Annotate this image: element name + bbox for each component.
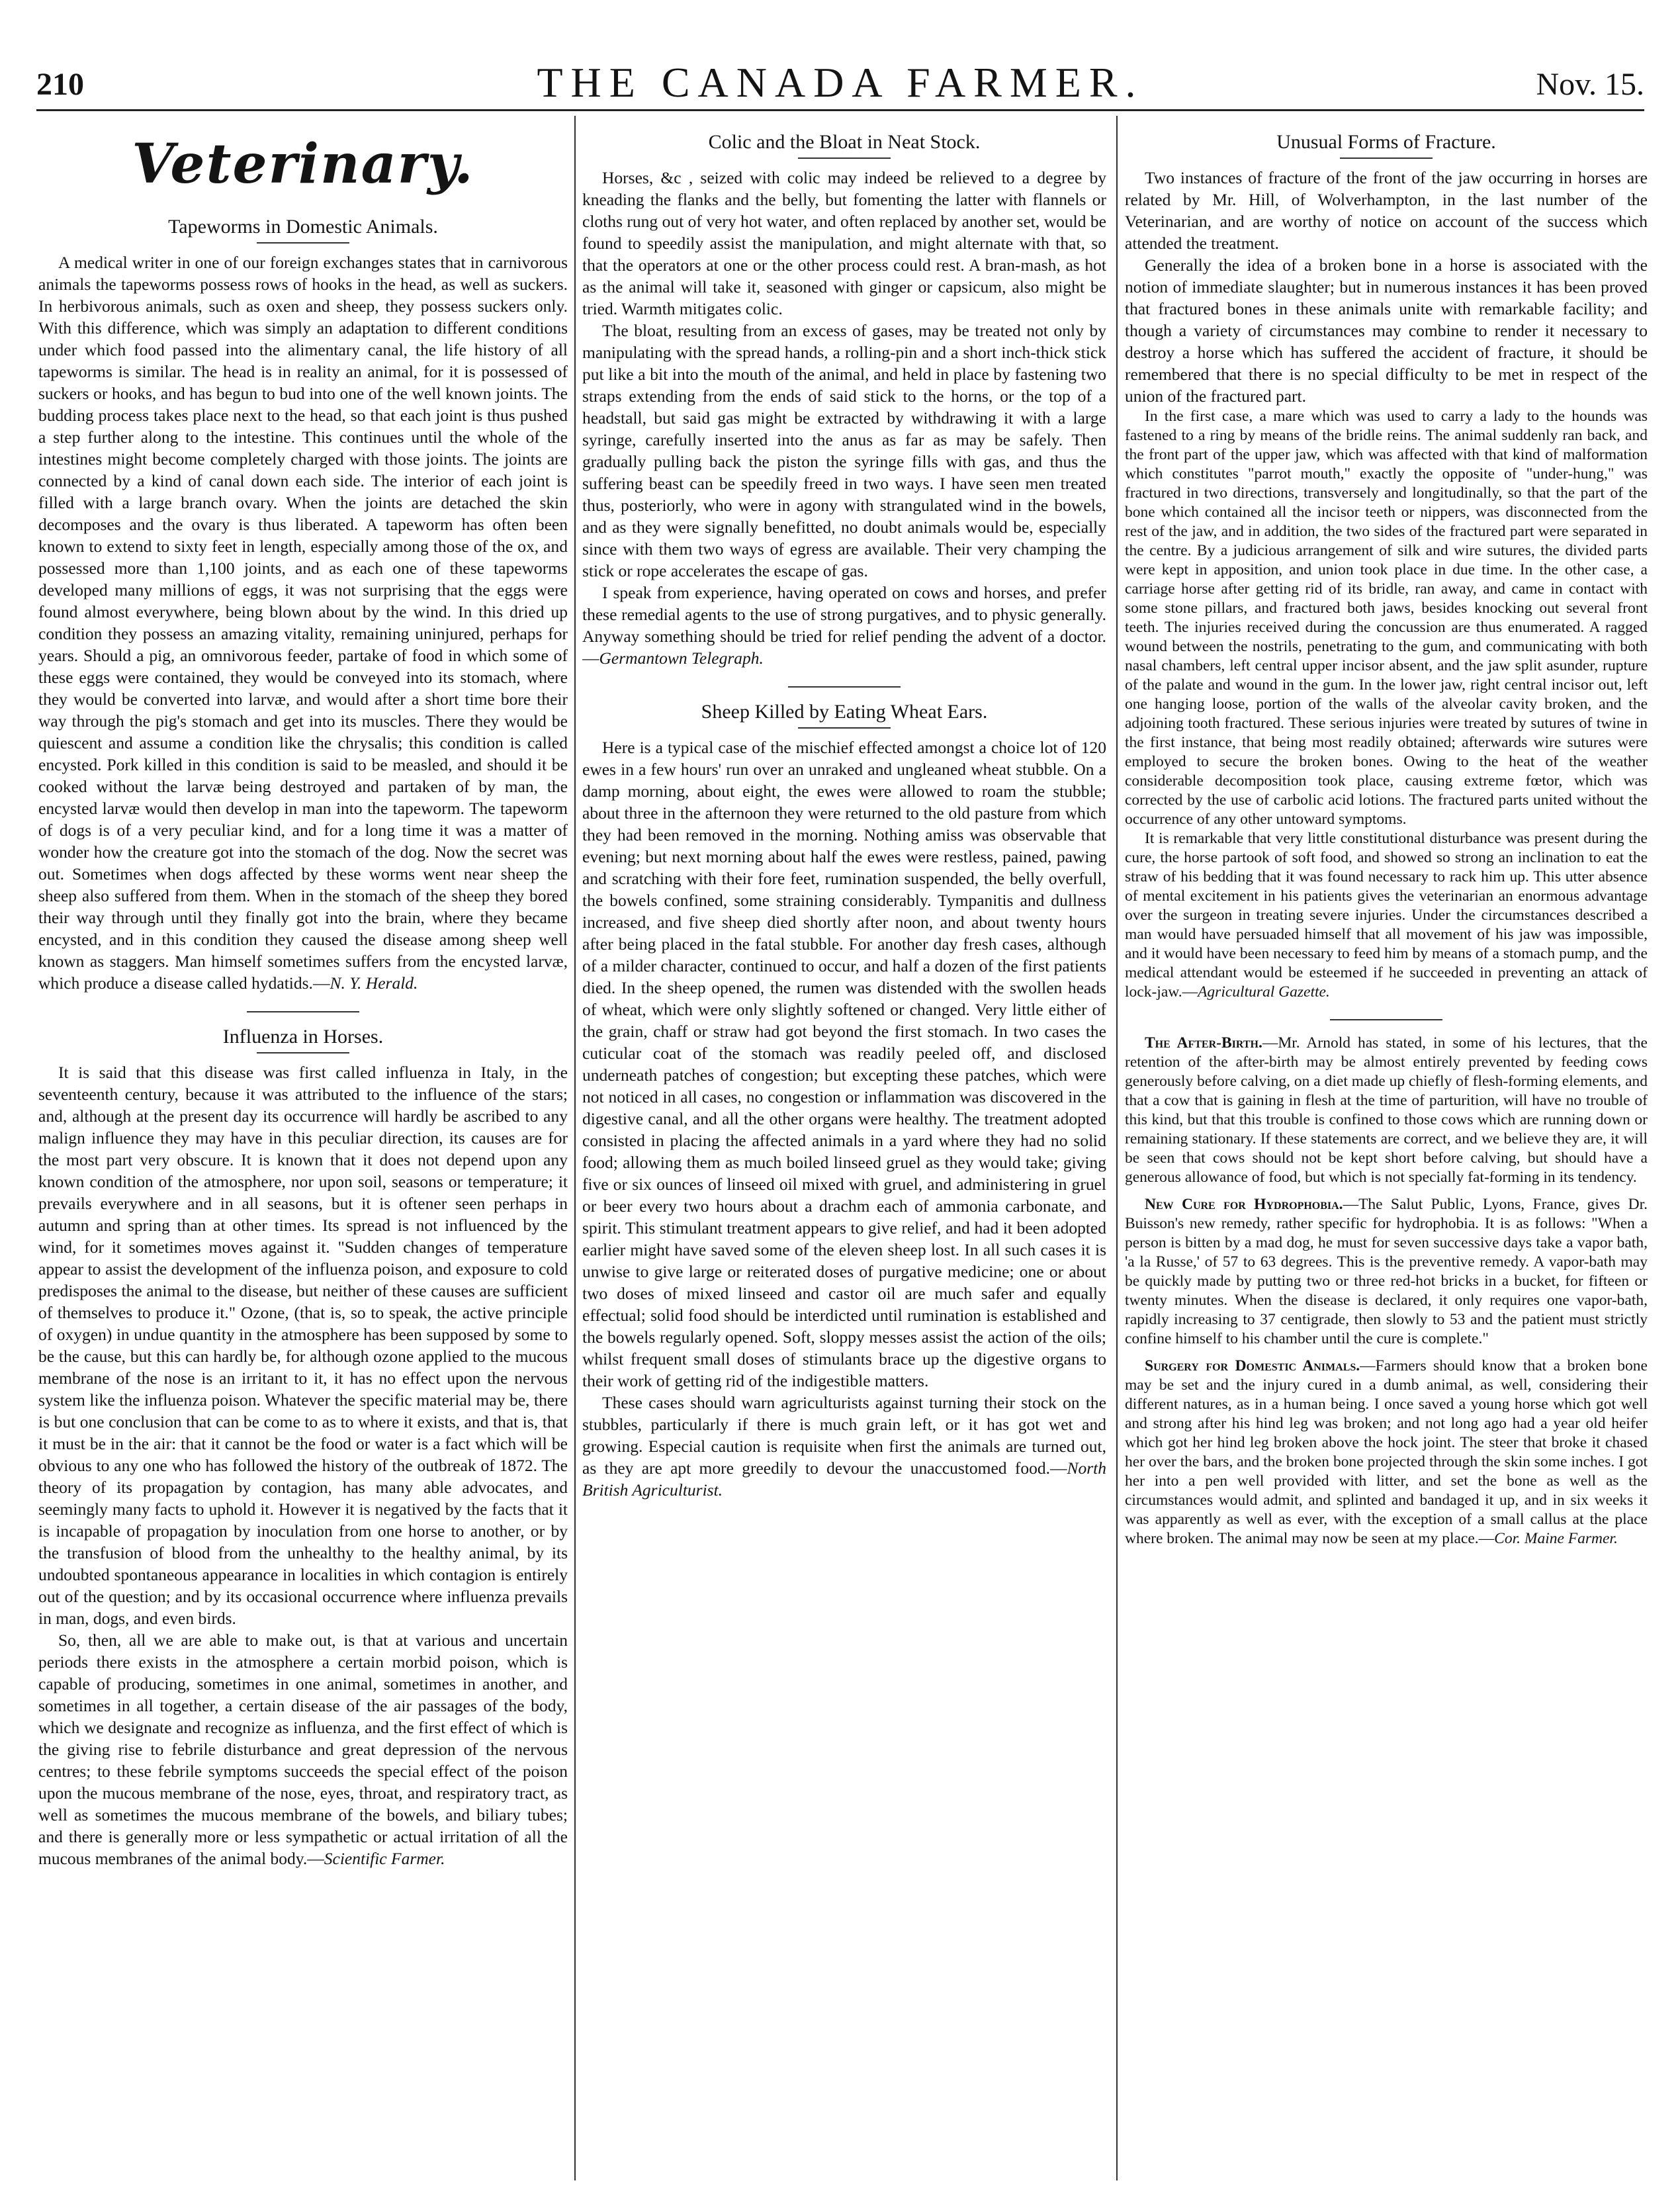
article-body: It is said that this disease was first called influenza in Italy, in the seventeenth century, because it was attributed to the influence of the stars; and, although at the present day its occurrence will hardly be ascribed to any malign influence they may have in this peculiar direction, its causes are for the most part very obscure. It is known that it does not depend upon any known condition of the atmosphere, nor upon soil, seasons or temperature; it prevails everywhere and in all seasons, but it is oftener seen perhaps in autumn and spring than at other times. Its spread is not influenced by the wind, for it sometimes moves against it. "Sudden changes of temperature appear to assist the development of the influenza poison, and exposure to cold predisposes the animal to the disease, but neither of these causes are sufficient of themselves to produce it." Ozone, (that is, so to speak, the active principle of oxygen) in undue quantity in the atmosphere has been supposed by some to be the cause, but this can hardly be, for although ozone applied to the mucous membrane of the nose is an irritant to it, it has no effect upon the nervous system like the influenza poison. Whatever the specific material may be, there is but one conclusion that can be come to as to where it exists, and that is, that it must be in the air: that it cannot be the food or water is a fact which will be obvious to any one who has followed the history of the outbreak of 1872. The theory of its propagation by contagion, has many able advocates, and seemingly many facts to uphold it. However it is negatived by the facts that it is incapable of propagation by inoculation from one horse to another, or by the transfusion of blood from the unhealthy to the healthy animal, by its undoubted spontaneous appearance in localities in which contagion is entirely out of the question; and by its occasional occurrence where influenza prevails in man, dogs, and even birds. (38, 1063, 568, 1628)
article-source: North British Agriculturist. (582, 1458, 1106, 1500)
column-3 (1125, 119, 1648, 2171)
column-1 (38, 119, 568, 2171)
article-source: Germantown Telegraph. (599, 649, 764, 668)
item-surgery: Surgery for Domestic Animals.—Farmers should know that a broken bone may be set and the injury cured in a dumb animal, as well, considering their different natures, as in a human being. I once saved a young horse which got well and strong after his hind leg was broken; and not long ago had a year old heifer which got her hind leg broken above the hock joint. The steer that broke it chased her over the bars, and the broken bone projected through the skin some inches. I got her into a pen well provided with litter, and set the bone as well as the circumstances would admit, and splinted and bandaged it up, and in six weeks it was apparently as well as ever, with the exception of a small callus at the place where broken. The animal may now be seen at my place.—Cor. Maine Farmer. (1125, 1357, 1648, 1547)
article-tapeworms (38, 216, 568, 994)
item-hydrophobia: New Cure for Hydrophobia.—The Salut Public, Lyons, France, gives Dr. Buisson's new remedy, rather specific for hydrophobia. It is as follows: "When a person is bitten by a mad dog, he must for seven successive days take a vapor bath, 'a la Russe,' of 57 to 63 degrees. This is the preventive remedy. A vapor-bath may be quickly made by putting two or three red-hot bricks in a bucket, for fifteen or twenty minutes. When the disease is declared, it only requires one vapor-bath, rapidly increasing to 37 centigrade, then slowly to 53 and the patient must strictly confine himself to his chamber until the cure is complete." (1125, 1196, 1648, 1347)
item-lead: New Cure for Hydrophobia. (1145, 1196, 1343, 1213)
article-body-continued: In the first case, a mare which was used to carry a lady to the hounds was fastened to a ring by means of the bridle reins. The animal suddenly ran back, and the front part of the upper jaw, which was affected with that kind of malformation which constitutes "parrot mouth," exactly the opposite of "under-hung," was fractured in two directions, transversely and longitudinally, so that the part of the bone which contained all the incisor teeth or nippers, was disconnected from the rest of the jaw, and in addition, the two sides of the fractured part were separated in the centre. By a judicious arrangement of silk and wire sutures, the divided parts were kept in apposition, and union took place in due time. In the other case, a carriage horse after getting rid of its bridle, ran away, and came in contact with some stone pillars, and fractured both jaws, besides knocking out several front teeth. The injuries received during the concussion are thus enumerated. A ragged wound between the nostrils, penetrating to the gum, and communicating with both nasal chambers, left central upper incisor absent, and the jaw split asunder, rupture of the palate and wound in the gum. In the lower jaw, right central incisor out, left one hanging loose, portion of the walls of the alveolar cavity broken, and the adjoining tooth fractured. These serious injuries were treated by sutures of twine in the first instance, that being most readily obtained; afterwards wire sutures were employed to secure the broken bones. Owing to the heat of the weather considerable decomposition took place, causing extreme fœtor, which was corrected by the use of carbolic acid lotions. The fractured parts united without the occurrence of any other untoward symptoms. (1125, 408, 1648, 828)
issue-date: Nov. 15. (1536, 67, 1644, 102)
title-rule (257, 242, 349, 244)
article-body: Here is a typical case of the mischief effected amongst a choice lot of 120 ewes in a few hours' run over an unraked and ungleaned wheat stubble. On a damp morning, about eight, the ewes were allowed to roam the stubble; about three in the afternoon they were returned to the old pasture from which they had been removed in the morning. Nothing amiss was observable that evening; but next morning about half the ewes were restless, pained, pawing and scratching with their fore feet, rumination suspended, the belly overfull, the bowels confined, some straining considerably. Tympanitis and dullness increased, and five sheep died shortly after noon, and about twenty hours after being placed in the fatal stubble. For another day fresh cases, although of a milder character, continued to occur, and half a dozen of the first patients died. In the sheep opened, the rumen was distended with the swollen heads of wheat, which were only slightly softened or changed. Very little either of the grain, chaff or straw had got beyond the first stomach. In two cases the cuticular coat of the stomach was readily peeled off, and disclosed underneath patches of congestion; but excepting these patches, which were not noticed in all cases, no congestion or inflammation was discovered in the digestive canal, and all the other organs were healthy. The treatment adopted consisted in placing the affected animals in a yard where they had no solid food; allowing them as much boiled linseed gruel as they would take; giving five or six ounces of linseed oil mixed with gruel, and administering in gruel or beer every two hours about a drachm each of ammonia carbonate, and spirit. This stimulant treatment appears to give relief, and had it been adopted earlier might have saved some of the eleven sheep lost. In all such cases it is unwise to give large or reiterated doses of purgative medicine; one or about two doses of mixed linseed and castor oil are much safer and equally effectual; solid food should be interdicted until rumination is established and the bowels regularly opened. Soft, sloppy messes assist the action of the oils; whilst frequent small doses of stimulants brace up the digestive organs to their work of getting rid of the indigestible matters. (582, 738, 1106, 1390)
article-body-continued: So, then, all we are able to make out, is that at various and uncertain periods there exists in the atmosphere a certain morbid poison, which is capable of producing, sometimes in one animal, sometimes in another, and sometimes in all together, a certain disease of the air passages of the body, which we designate and recognize as influenza, and the first effect of which is the giving rise to febrile disturbance and great depression of the nervous centres; to these febrile symptoms succeeds the special effect of the poison upon the mucous membrane of the nose, eyes, throat, and respiratory tract, as well as sometimes the mucous membrane of the bowels, and biliary tubes; and there is generally more or less sympathetic or actual irritation of all the mucous membranes of the animal body.—Scientific Farmer. (38, 1631, 568, 1868)
article-source: Agricultural Gazette. (1198, 983, 1330, 1001)
article-body: Horses, &c , seized with colic may indeed be relieved to a degree by kneading the flanks and the belly, but fomenting the latter with flannels or cloths rung out of very hot water, and often replaced by another set, would be found to speedily assist the manipulation, and might alternate with that, so that the operators at one or the other process could rest. A bran-mash, as hot as the animal will take it, seasoned with ginger or capsicum, also might be tried. Warmth mitigates colic. (582, 168, 1106, 318)
column-rule (574, 116, 576, 2180)
article-body-continued: I speak from experience, having operated on cows and horses, and prefer these remedial agents to the use of strong purgatives, and to physic generally. Anyway something should be tried for relief pending the advent of a doctor.—Germantown Telegraph. (582, 583, 1106, 668)
article-title: Tapeworms in Domestic Animals. (168, 216, 438, 238)
title-rule (257, 1052, 349, 1053)
article-title: Influenza in Horses. (222, 1026, 384, 1048)
newspaper-title: THE CANADA FARMER. (537, 59, 1144, 106)
article-source: N. Y. Herald. (330, 973, 418, 993)
page-number: 210 (36, 67, 84, 102)
article-source: Scientific Farmer. (324, 1849, 445, 1868)
article-influenza (38, 1026, 568, 1869)
article-body-continued: It is remarkable that very little constitutional disturbance was present during the cure, the horse partook of soft food, and showed so strong an inclination to eat the straw of his bedding that it was found necessary to rack him up. This utter absence of mental excitement in his patients gives the veterinarian an enormous advantage over the surgeon in treating severe injuries. Under the circumstances described a man would have persuaded himself that all movement of his jaw was impossible, and it would have been necessary to feed him by means of a stomach pump, and the medical attendant would be esteemed if he succeeded in preventing an attack of lock-jaw.—Agricultural Gazette. (1125, 830, 1648, 1001)
article-title: Colic and the Bloat in Neat Stock. (708, 131, 981, 153)
article-body: A medical writer in one of our foreign exchanges states that in carnivorous animals the tapeworms possess rows of hooks in the head, as well as suckers. In herbivorous animals, such as oxen and sheep, they possess suckers only. With this difference, which was simply an adaptation to different conditions under which food passed into the alimentary canal, the life history of all tapeworms is similar. The head is in reality an animal, for it is possessed of suckers or hooks, and has begun to bud into one of the well known joints. The budding process takes place next to the head, so that each joint is thus pushed a step further along to the intestine. This continues until the whole of the intestines might become completely charged with those joints. The joints are connected by a kind of canal down each side. The interior of each joint is filled with a large branch ovary. When the joints are detached the skin decomposes and the ovary is thus liberated. A tapeworm has often been known to extend to sixty feet in length, especially among those of the ox, and possessed more than 1,100 joints, and as each one of these tapeworms developed many millions of eggs, it was not surprising that the eggs were found almost everywhere, being blown about by the wind. In this dried up condition they possess an amazing vitality, remaining uninjured, perhaps for years. Should a pig, an omnivorous feeder, partake of food in which some of these eggs were contained, they would be conveyed into its stomach, where they would be converted into larvæ, and would after a short time bore their way through the pig's stomach and get into its muscles. There they would be quiescent and assume a condition like the chrysalis; this condition is called encysted. Pork killed in this condition is said to be measled, and should it be cooked without the larvæ being destroyed and partaken of by man, the encysted larvæ would then develop in man into the tapeworm. The tapeworm of dogs is of a very peculiar kind, and for a long time it was a matter of wonder how the creature got into the stomach of the dog. Now the secret was out. Sometimes when dogs affected by these worms went near sheep the sheep also suffered from them. When in the stomach of the sheep they bored their way through until they finally got into the brain, where they became encysted, and in this condition they caused the disease among sheep well known as staggers. Man himself sometimes suffers from the encysted larvæ, which produce a disease called hydatids.—N. Y. Herald. (38, 253, 568, 993)
item-lead: The After-Birth. (1145, 1034, 1262, 1052)
article-sheep (582, 701, 1106, 1501)
column-rule (1116, 116, 1118, 2180)
article-separator (247, 1011, 359, 1012)
item-lead: Surgery for Domestic Animals. (1145, 1357, 1360, 1374)
title-rule (798, 157, 891, 159)
article-fracture (1125, 131, 1648, 1002)
article-source: Cor. Maine Farmer. (1494, 1530, 1618, 1547)
title-rule (798, 727, 891, 729)
department-heading: Veterinary. (132, 132, 474, 196)
article-title: Unusual Forms of Fracture. (1276, 131, 1496, 153)
column-2 (582, 119, 1106, 2171)
article-title: Sheep Killed by Eating Wheat Ears. (701, 701, 988, 723)
masthead-rule (36, 109, 1644, 111)
item-afterbirth: The After-Birth.—Mr. Arnold has stated, in some of his lectures, that the retention of the after-birth may be almost entirely prevented by feeding cows generously before calving, on a diet made up chiefly of flesh-forming elements, and that a cow that is gaining in flesh at the time of parturition, will have no trouble of this kind, but that this trouble is confined to those cows which are running down or remaining stationary. If these statements are correct, and we believe they are, it will be seen that cows should not be kept short before calving, but should have a generous allowance of food, but which is not specially fat-forming in its tendency. (1125, 1034, 1648, 1186)
article-body-continued: Generally the idea of a broken bone in a horse is associated with the notion of immediate slaughter; but in numerous instances it has been proved that fractured bones in these animals unite with remarkable facility; and though a variety of circumstances may combine to render it necessary to destroy a horse which has suffered the accident of fracture, it should be remembered that there is no special difficulty to be met in respect of the union of the fractured part. (1125, 255, 1648, 406)
article-body-continued: The bloat, resulting from an excess of gases, may be treated not only by manipulating with the spread hands, a rolling-pin and a short inch-thick stick put like a bit into the mouth of the animal, and held in place by fastening two straps extending from the ends of said stick to the horns, or the top of a headstall, but said gas might be extracted by withdrawing it with a large syringe, carefully inserted into the anus as far as may be safely. Then gradually pulling back the piston the syringe fills with gas, and thus the suffering beast can be speedily freed in two ways. I have seen men treated thus, posteriorly, who were in agony with strangulated wind in the bowels, and as they were signally benefitted, no doubt animals would be, especially since with them two ways of egress are available. Their very champing the stick or rope accelerates the escape of gas. (582, 321, 1106, 580)
article-colic (582, 131, 1106, 669)
article-body-continued: These cases should warn agriculturists against turning their stock on the stubbles, particularly if there is much grain left, or it has got wet and growing. Especial caution is requisite when first the animals are turned out, as they are apt more greedily to devour the unaccustomed food.—North British Agriculturist. (582, 1393, 1106, 1500)
article-body: Two instances of fracture of the front of the jaw occurring in horses are related by Mr. Hill, of Wolverhampton, in the last number of the Veterinarian, and are worthy of notice on account of the success which attended the treatment. (1125, 168, 1648, 253)
title-rule (1340, 157, 1433, 159)
article-separator (788, 686, 901, 688)
article-separator (1330, 1019, 1442, 1020)
